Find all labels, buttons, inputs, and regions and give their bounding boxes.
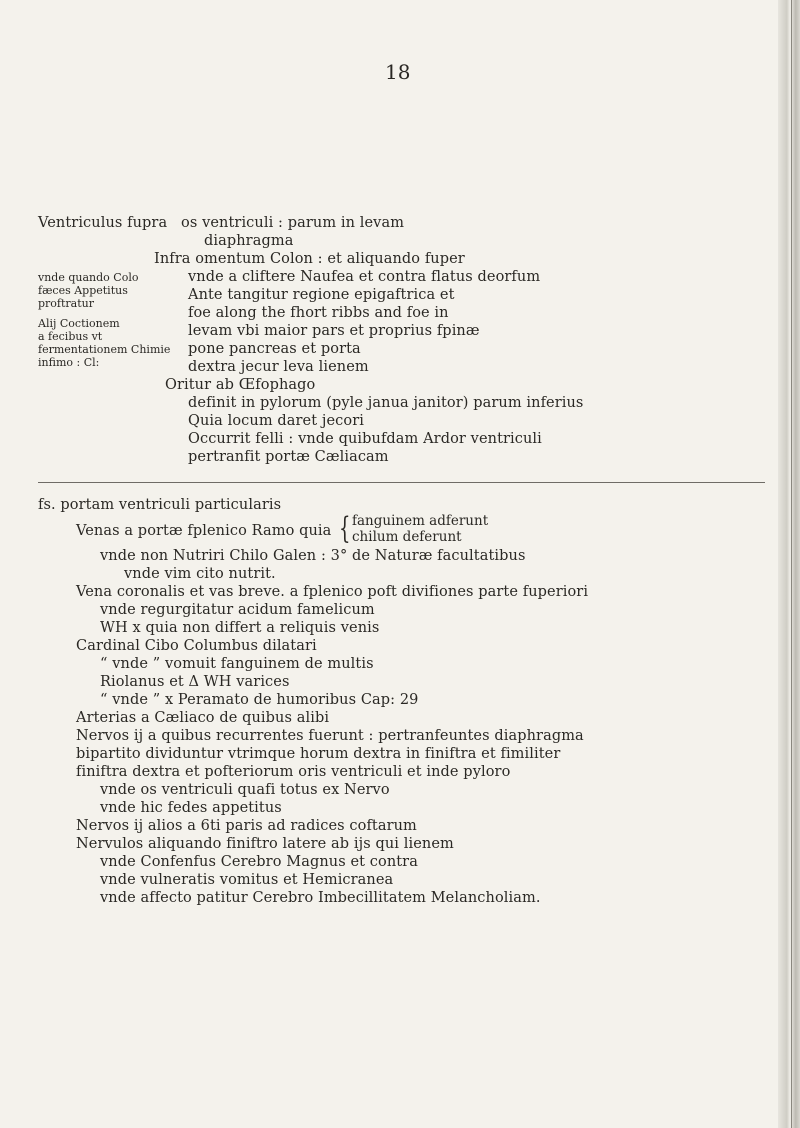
section1-line: dextra jecur leva lienem	[188, 359, 369, 375]
section2-line: Cardinal Cibo Columbus dilatari	[76, 638, 317, 654]
section1-line: foe along the fhort ribbs and foe in	[188, 305, 449, 321]
section2-line: finiftra dextra et pofteriorum oris ventriculi et inde pyloro	[76, 764, 511, 780]
section2-line: Nervulos aliquando finiftro latere ab ijs qui lienem	[76, 836, 454, 852]
section1-heading-left: Ventriculus fupra	[38, 215, 168, 231]
section1-line: Oritur ab Œfophago	[165, 377, 316, 393]
margin-note: fermentationem Chimie	[38, 343, 171, 356]
section1-heading-right: os ventriculi : parum in levam	[181, 215, 405, 231]
section2-line: “ vnde ” x Peramato de humoribus Cap: 29	[100, 692, 419, 708]
section1-line: vnde a cliftere Naufea et contra flatus deorfum	[188, 269, 541, 285]
section-divider	[38, 482, 765, 483]
margin-note: vnde quando Colo	[38, 271, 139, 284]
section1-line: Occurrit felli : vnde quibufdam Ardor ventriculi	[188, 431, 542, 447]
section2-line: Vena coronalis et vas breve. a fplenico poft divifiones parte fuperiori	[76, 584, 589, 600]
section2-line: Nervos ij a quibus recurrentes fuerunt : pertranfeuntes diaphragma	[76, 728, 584, 744]
section2-line: vnde Confenfus Cerebro Magnus et contra	[100, 854, 418, 870]
section2-line: vnde vulneratis vomitus et Hemicranea	[100, 872, 394, 888]
section1-line: Ante tangitur regione epigaftrica et	[188, 287, 455, 303]
section1-line: diaphragma	[204, 233, 294, 249]
margin-note: proftratur	[38, 297, 94, 310]
margin-note: infimo : Cl:	[38, 356, 100, 369]
brace-glyph: {	[339, 511, 351, 546]
section2-line: bipartito dividuntur vtrimque horum dextra in finiftra et fimiliter	[76, 746, 561, 762]
margin-note: fæces Appetitus	[38, 284, 128, 297]
section1-line: levam vbi maior pars et proprius fpinæ	[188, 323, 480, 339]
section2-line: Arterias a Cæliaco de quibus alibi	[76, 710, 330, 726]
venas-line: Venas a portæ fplenico Ramo quia	[76, 523, 332, 539]
section2-line: vnde non Nutriri Chilo Galen : 3° de Naturæ facultatibus	[100, 548, 526, 564]
page-edge-line	[791, 0, 792, 1128]
section1-line: pone pancreas et porta	[188, 341, 361, 357]
section2-line: Riolanus et Δ WH varices	[100, 674, 290, 690]
section1-line: pertranfit portæ Cæliacam	[188, 449, 389, 465]
section2-line: vnde hic fedes appetitus	[100, 800, 282, 816]
page-number: 18	[385, 60, 411, 84]
section1-line: definit in pylorum (pyle janua janitor) parum inferius	[188, 395, 584, 411]
section1-line: Infra omentum Colon : et aliquando fuper	[154, 251, 465, 267]
section2-line: “ vnde ” vomuit fanguinem de multis	[100, 656, 374, 672]
section2-first-line: fs. portam ventriculi particularis	[38, 497, 282, 513]
section2-line: WH x quia non differt a reliquis venis	[100, 620, 380, 636]
brace-bottom-text: chilum deferunt	[352, 529, 462, 545]
section2-line: vnde regurgitatur acidum famelicum	[100, 602, 375, 618]
margin-note: a fecibus vt	[38, 330, 103, 343]
section2-line: vnde affecto patitur Cerebro Imbecillitatem Melancholiam.	[100, 890, 541, 906]
section1-line: Quia locum daret jecori	[188, 413, 364, 429]
section2-line: Nervos ij alios a 6ti paris ad radices coftarum	[76, 818, 417, 834]
section2-line: vnde os ventriculi quafi totus ex Nervo	[100, 782, 390, 798]
section2-line: vnde vim cito nutrit.	[124, 566, 276, 582]
page-edge	[778, 0, 800, 1128]
brace-top-text: fanguinem adferunt	[352, 513, 489, 529]
margin-note: Alij Coctionem	[38, 317, 120, 330]
